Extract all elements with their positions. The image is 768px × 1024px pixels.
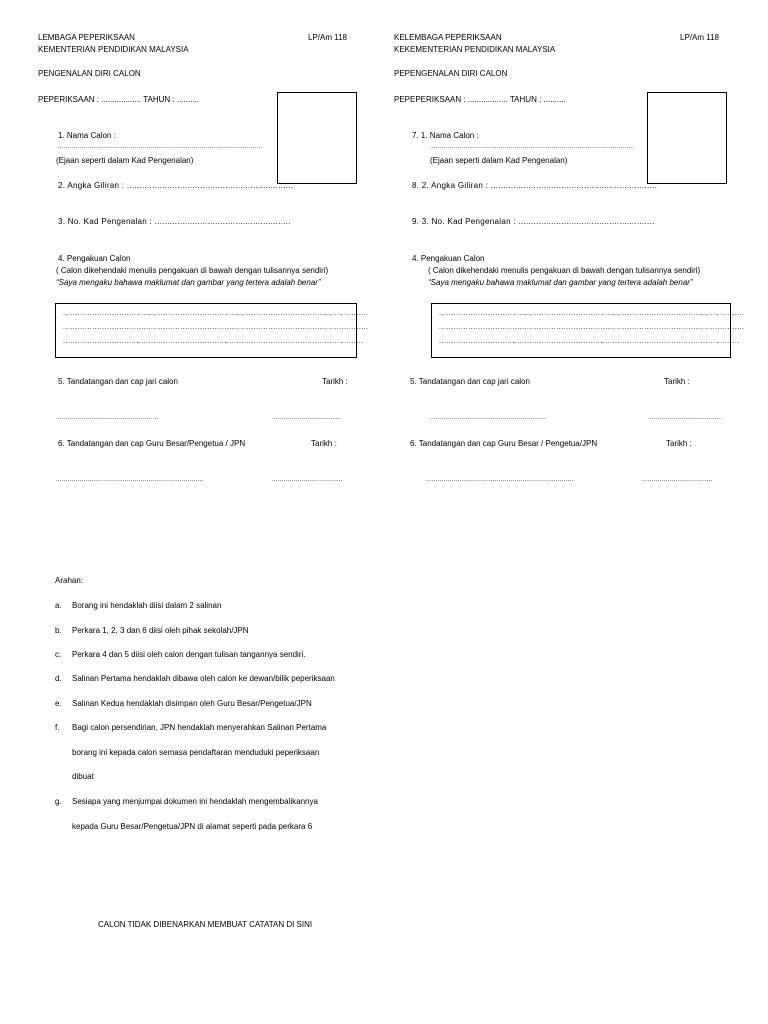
declaration-line: ........................................................................................................................... <box>439 338 740 345</box>
form-title: PENGENALAN DIRI CALON <box>38 69 141 78</box>
instruction-letter: d. <box>55 674 62 683</box>
instruction-letter: c. <box>55 650 62 659</box>
form-code: LP/Am 118 <box>308 33 347 42</box>
principal-date-field[interactable]: .................................... <box>272 477 343 483</box>
instruction-text: Bagi calon persendirian, JPN hendaklah menyerahkan Salinan Pertama <box>72 723 327 732</box>
instruction-text: dibuat <box>72 772 94 781</box>
declaration-line: ........................................................................................................................... <box>63 338 364 345</box>
instruction-text: Salinan Pertama hendaklah dibawa oleh calon ke dewan/bilik peperiksaan <box>72 674 335 683</box>
index-number-field[interactable]: 2. Angka Giliran : .................................................................. <box>58 181 294 190</box>
org-name-line1: KELEMBAGA PEPERIKSAAN <box>394 33 502 42</box>
declaration-quote: “Saya mengaku bahawa maklumat dan gambar yang tertera adalah benar” <box>56 278 321 287</box>
principal-date-field[interactable]: .................................... <box>642 477 713 483</box>
instruction-letter: b. <box>55 626 62 635</box>
principal-signature-field[interactable]: ........................................................................... <box>56 477 204 483</box>
exam-year-field[interactable]: PEPERIKSAAN : .................. TAHUN : .......... <box>38 95 200 104</box>
candidate-date-field[interactable]: ...................................... <box>648 415 723 421</box>
candidate-date-field[interactable]: ................................... <box>272 415 341 421</box>
candidate-date-label: Tarikh : <box>322 377 348 386</box>
declaration-box[interactable] <box>431 303 745 358</box>
principal-date-label: Tarikh : <box>311 439 337 448</box>
ic-number-field[interactable]: 3. No. Kad Pengenalan : ...................................................... <box>58 217 291 226</box>
candidate-signature-field[interactable]: ........................................................... <box>430 415 547 421</box>
instruction-letter: a. <box>55 601 62 610</box>
ic-number-field[interactable]: 9. 3. No. Kad Pengenalan : ...................................................... <box>412 217 655 226</box>
photo-box <box>277 92 357 184</box>
declaration-instruction: ( Calon dikehendaki menulis pengakuan di bawah dengan tulisannya sendiri) <box>428 266 701 275</box>
exam-year-field[interactable]: PEPEPERIKSAAN : .................. TAHUN : .......... <box>394 95 566 104</box>
index-number-field[interactable]: 8. 2. Angka Giliran : .................................................................. <box>412 181 658 190</box>
instruction-text: kepada Guru Besar/Pengetua/JPN di alamat seperti pada perkara 6 <box>72 822 313 831</box>
name-spelling-note: (Ejaan seperti dalam Kad Pengenalan) <box>430 156 568 165</box>
principal-date-label: Tarikh : <box>666 439 692 448</box>
declaration-line: ............................................................................................................................. <box>439 324 745 331</box>
form-code: LP/Am 118 <box>680 33 719 42</box>
instruction-text: borang ini kepada calon semasa pendaftaran menduduki peperiksaan <box>72 748 320 757</box>
form-title: PEPENGENALAN DIRI CALON <box>394 69 508 78</box>
declaration-label: 4. Pengakuan Calon <box>412 254 485 263</box>
photo-box <box>647 92 727 184</box>
name-spelling-note: (Ejaan seperti dalam Kad Pengenalan) <box>56 156 194 165</box>
instruction-letter: e. <box>55 699 62 708</box>
candidate-signature-label: 5. Tandatangan dan cap jari calon <box>410 377 530 386</box>
org-name-line1: LEMBAGA PEPERIKSAAN <box>38 33 135 42</box>
instruction-text: Borang ini hendaklah diisi dalam 2 salinan <box>72 601 222 610</box>
instruction-text: Perkara 1, 2, 3 dan 6 diisi oleh pihak sekolah/JPN <box>72 626 249 635</box>
candidate-date-label: Tarikh : <box>664 377 690 386</box>
declaration-instruction: ( Calon dikehendaki menulis pengakuan di bawah dengan tulisannya sendiri) <box>56 266 329 275</box>
instruction-text: Sesiapa yang menjumpai dokumen ini hendaklah mengembalikannya <box>72 797 318 806</box>
declaration-line: ............................................................................................................................. <box>439 310 745 317</box>
candidate-signature-field[interactable]: .................................................... <box>56 415 159 421</box>
instruction-letter: g. <box>55 797 62 806</box>
declaration-box[interactable] <box>55 303 369 358</box>
candidate-name-label: 7. 1. Nama Calon : <box>412 131 479 140</box>
instruction-letter: f. <box>55 723 60 732</box>
candidate-signature-label: 5. Tandatangan dan cap jari calon <box>58 377 178 386</box>
declaration-line: ............................................................................................................................. <box>63 310 369 317</box>
candidate-name-label: 1. Nama Calon : <box>58 131 116 140</box>
candidate-name-field[interactable]: ........................................................................................................ <box>430 144 635 150</box>
declaration-quote: “Saya mengaku bahawa maklumat dan gambar yang tertera adalah benar” <box>428 278 693 287</box>
instruction-text: Salinan Kedua hendaklah disimpan oleh Guru Besar/Pengetua/JPN <box>72 699 312 708</box>
principal-signature-label: 6. Tandatangan dan cap Guru Besar / Pengetua/JPN <box>410 439 598 448</box>
declaration-label: 4. Pengakuan Calon <box>58 254 131 263</box>
instruction-text: Perkara 4 dan 5 diisi oleh calon dengan tulisan tangannya sendiri. <box>72 650 306 659</box>
org-name-line2: KEKEMENTERIAN PENDIDIKAN MALAYSIA <box>394 45 556 54</box>
footer-note: CALON TIDAK DIBENARKAN MEMBUAT CATATAN DI SINI <box>98 920 313 929</box>
instructions-heading: Arahan: <box>55 576 84 585</box>
candidate-name-field[interactable]: ........................................................................................................ <box>58 144 263 150</box>
principal-signature-field[interactable]: ........................................................................... <box>426 477 574 483</box>
org-name-line2: KEMENTERIAN PENDIDIKAN MALAYSIA <box>38 45 189 54</box>
declaration-line: ............................................................................................................................. <box>63 324 369 331</box>
principal-signature-label: 6. Tandatangan dan cap Guru Besar/Pengetua / JPN <box>58 439 246 448</box>
